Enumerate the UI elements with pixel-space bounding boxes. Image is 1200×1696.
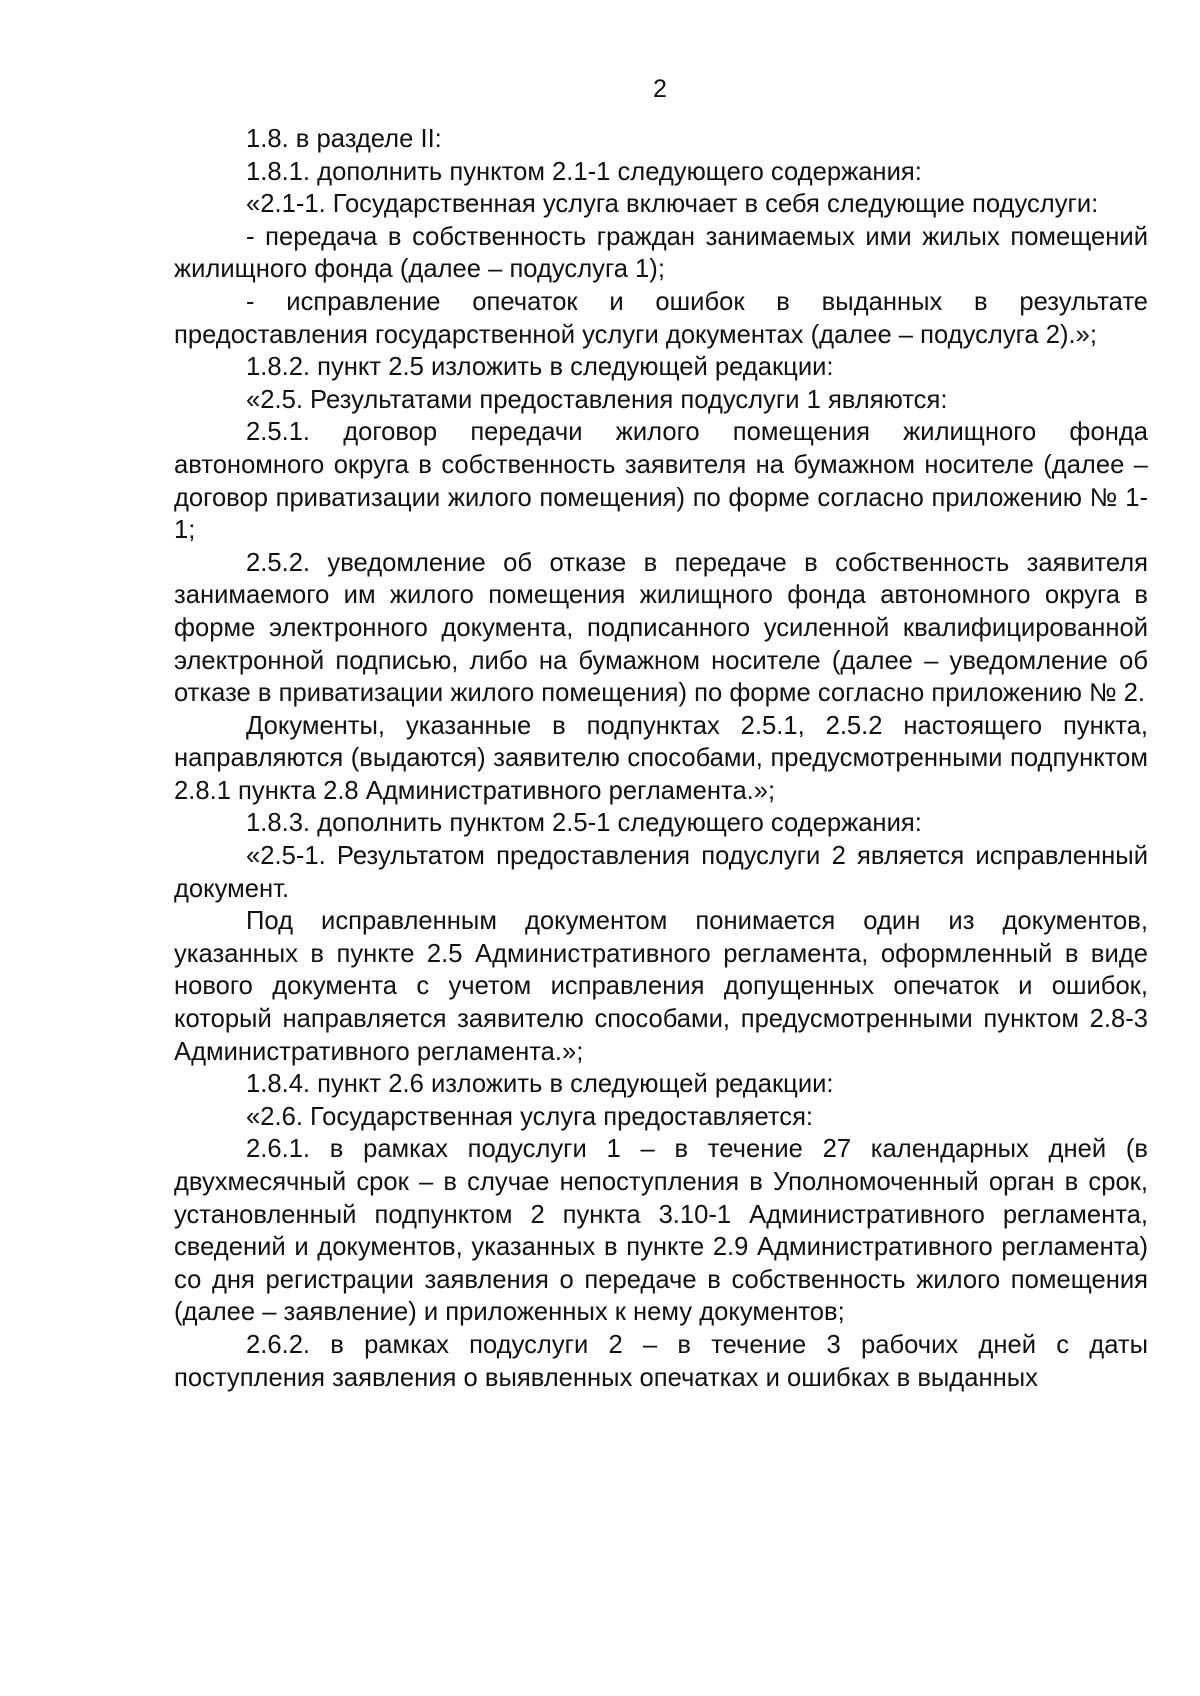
paragraph-2-5-1: 2.5.1. договор передачи жилого помещения жилищного фонда автономного округа в собственность заявителя на бумажном носителе (далее – договор приватизации жилого помещения) по форме согласно приложению № 1-1; [174,418,1148,545]
paragraph-subservice-2: - исправление опечаток и ошибок в выданных в результате предоставления государственной услуги документах (далее – подуслуга 2).»; [174,287,1148,349]
paragraph-1-8-4: 1.8.4. пункт 2.6 изложить в следующей редакции: [246,1070,834,1099]
paragraph-2-5-2: 2.5.2. уведомление об отказе в передаче в собственность заявителя занимаемого им жилого помещения жилищного фонда автономного округа в форме электронного документа, подписанного усиленной квалифицированной электронной подписью, либо на бумажном носителе (далее – уведомление об отказе в приватизации жилого помещения) по форме согласно приложению № 2. [174,548,1148,708]
page-number: 2 [653,75,667,103]
paragraph-corrected-document: Под исправленным документом понимается один из документов, указанных в пункте 2.5 Административного регламента, оформленный в виде нового документа с учетом исправления допущенных опечаток и ошибок, который направляется заявителю способами, предусмотренными пунктом 2.8-3 Административного регламента.»; [174,907,1148,1066]
paragraph-1-8-1: 1.8.1. дополнить пунктом 2.1-1 следующего содержания: [246,157,922,186]
document-body [174,123,1148,1394]
paragraph-2-5-1-result: «2.5-1. Результатом предоставления подуслуги 2 является исправленный документ. [174,842,1148,903]
paragraph-1-8-2: 1.8.2. пункт 2.5 изложить в следующей редакции: [246,353,834,382]
paragraph-documents: Документы, указанные в подпунктах 2.5.1, 2.5.2 настоящего пункта, направляются (выдаются) заявителю способами, предусмотренными подпунктом 2.8.1 пункта 2.8 Административного регламента.»; [174,711,1148,805]
paragraph-2-6-2: 2.6.2. в рамках подуслуги 2 – в течение 3 рабочих дней с даты поступления заявления о выявленных опечатках и ошибках в выданных [174,1330,1148,1392]
paragraph-subservice-1: - передача в собственность граждан занимаемых ими жилых помещений жилищного фонда (далее – подуслуга 1); [174,222,1148,284]
paragraph-2-6: «2.6. Государственная услуга предоставляется: [246,1102,814,1131]
paragraph-1-8: 1.8. в разделе II: [246,125,442,153]
paragraph-1-8-3: 1.8.3. дополнить пунктом 2.5-1 следующего содержания: [246,809,922,838]
paragraph-2-1-1: «2.1-1. Государственная услуга включает в себя следующие подуслуги: [246,190,1099,219]
paragraph-2-6-1: 2.6.1. в рамках подуслуги 1 – в течение 27 календарных дней (в двухмесячный срок – в случае непоступления в Уполномоченный орган в срок, установленный подпунктом 2 пункта 3.10-1 Административного регламента, сведений и документов, указанных в пункте 2.9 Административного регламента) со дня регистрации заявления о передаче в собственность жилого помещения (далее – заявление) и приложенных к нему документов; [174,1135,1148,1327]
paragraph-2-5: «2.5. Результатами предоставления подуслуги 1 являются: [246,385,948,414]
